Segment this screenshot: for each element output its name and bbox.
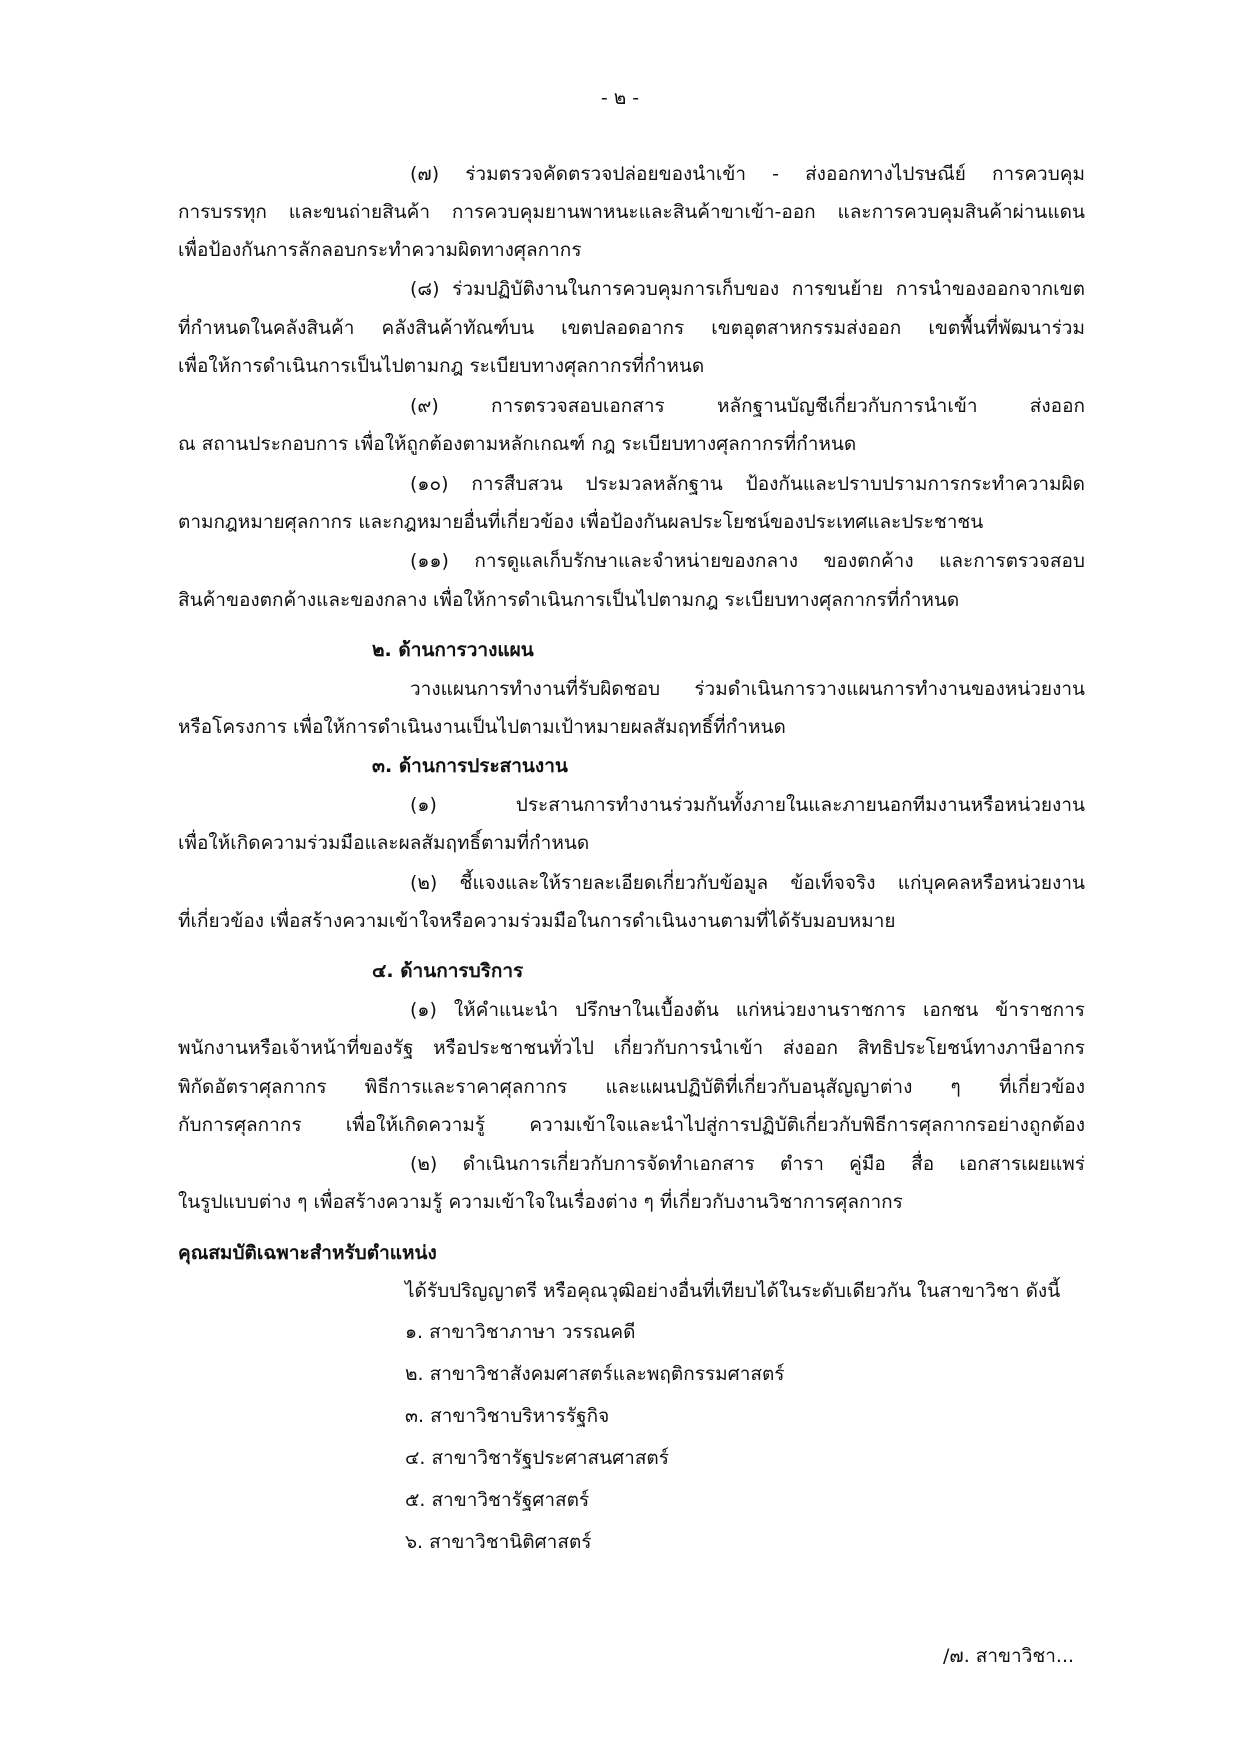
section-4-item-1-line-2: พนักงานหรือเจ้าหน้าที่ของรัฐ หรือประชาชนทั่วไป เกี่ยวกับการนำเข้า ส่งออก สิทธิประโยชน์ทางภาษีอากร (178, 1037, 1085, 1059)
section-2-line-1: วางแผนการทำงานที่รับผิดชอบ ร่วมดำเนินการวางแผนการทำงานของหน่วยงาน (410, 678, 1085, 700)
item-7-line-3: เพื่อป้องกันการลักลอบกระทำความผิดทางศุลกากร (178, 239, 582, 261)
item-11-line-1: (๑๑) การดูแลเก็บรักษาและจำหน่ายของกลาง ของตกค้าง และการตรวจสอบ (410, 550, 1085, 572)
section-3-heading: ๓. ด้านการประสานงาน (372, 755, 568, 777)
qualifications-heading: คุณสมบัติเฉพาะสำหรับตำแหน่ง (178, 1242, 437, 1264)
section-3-item-2-line-2: ที่เกี่ยวข้อง เพื่อสร้างความเข้าใจหรือความร่วมมือในการดำเนินงานตามที่ได้รับมอบหมาย (178, 910, 896, 932)
section-4-item-1-line-3: พิกัดอัตราศุลกากร พิธีการและราคาศุลกากร และแผนปฏิบัติที่เกี่ยวกับอนุสัญญาต่าง ๆ ที่เกี่ยวข้อง (178, 1076, 1085, 1098)
qualification-field: ๓. สาขาวิชาบริหารรัฐกิจ (405, 1405, 610, 1427)
section-2-line-2: หรือโครงการ เพื่อให้การดำเนินงานเป็นไปตามเป้าหมายผลสัมฤทธิ์ที่กำหนด (178, 716, 786, 738)
item-7-line-2: การบรรทุก และขนถ่ายสินค้า การควบคุมยานพาหนะและสินค้าขาเข้า-ออก และการควบคุมสินค้าผ่านแดน (178, 201, 1085, 223)
item-8-line-3: เพื่อให้การดำเนินการเป็นไปตามกฎ ระเบียบทางศุลกากรที่กำหนด (178, 355, 705, 377)
section-4-item-1-line-4: กับการศุลกากร เพื่อให้เกิดความรู้ ความเข้าใจและนำไปสู่การปฏิบัติเกี่ยวกับพิธีการศุลกากรอย่างถูกต้อง (178, 1114, 1085, 1136)
section-3-item-2-line-1: (๒) ชี้แจงและให้รายละเอียดเกี่ยวกับข้อมูล ข้อเท็จจริง แก่บุคคลหรือหน่วยงาน (410, 872, 1085, 894)
item-9-line-1: (๙) การตรวจสอบเอกสาร หลักฐานบัญชีเกี่ยวกับการนำเข้า ส่งออก (410, 395, 1085, 417)
qualifications-intro: ได้รับปริญญาตรี หรือคุณวุฒิอย่างอื่นที่เทียบได้ในระดับเดียวกัน ในสาขาวิชา ดังนี้ (405, 1280, 1061, 1302)
item-8-line-2: ที่กำหนดในคลังสินค้า คลังสินค้าทัณฑ์บน เขตปลอดอากร เขตอุตสาหกรรมส่งออก เขตพื้นที่พัฒนาร่วม (178, 317, 1085, 339)
section-4-heading: ๔. ด้านการบริการ (372, 960, 524, 982)
section-4-item-2-line-1: (๒) ดำเนินการเกี่ยวกับการจัดทำเอกสาร ตำรา คู่มือ สื่อ เอกสารเผยแพร่ (410, 1153, 1085, 1175)
section-4-item-2-line-2: ในรูปแบบต่าง ๆ เพื่อสร้างความรู้ ความเข้าใจในเรื่องต่าง ๆ ที่เกี่ยวกับงานวิชาการศุลกากร (178, 1191, 903, 1213)
item-7-line-1: (๗) ร่วมตรวจคัดตรวจปล่อยของนำเข้า - ส่งออกทางไปรษณีย์ การควบคุม (410, 163, 1085, 185)
item-11-line-2: สินค้าของตกค้างและของกลาง เพื่อให้การดำเนินการเป็นไปตามกฎ ระเบียบทางศุลกากรที่กำหนด (178, 589, 960, 611)
qualification-field: ๕. สาขาวิชารัฐศาสตร์ (405, 1489, 590, 1511)
continuation-marker: /๗. สาขาวิชา... (943, 1645, 1075, 1667)
qualification-field: ๑. สาขาวิชาภาษา วรรณคดี (405, 1321, 636, 1343)
item-10-line-1: (๑๐) การสืบสวน ประมวลหลักฐาน ป้องกันและปราบปรามการกระทำความผิด (410, 473, 1085, 495)
item-10-line-2: ตามกฎหมายศุลกากร และกฎหมายอื่นที่เกี่ยวข้อง เพื่อป้องกันผลประโยชน์ของประเทศและประชาชน (178, 511, 984, 533)
item-9-line-2: ณ สถานประกอบการ เพื่อให้ถูกต้องตามหลักเกณฑ์ กฎ ระเบียบทางศุลกากรที่กำหนด (178, 433, 857, 455)
section-3-item-1-line-1: (๑) ประสานการทำงานร่วมกันทั้งภายในและภายนอกทีมงานหรือหน่วยงาน (410, 794, 1085, 816)
qualification-field: ๖. สาขาวิชานิติศาสตร์ (405, 1531, 592, 1553)
section-2-heading: ๒. ด้านการวางแผน (372, 639, 534, 661)
page-number: - ๒ - (600, 87, 640, 109)
qualification-field: ๔. สาขาวิชารัฐประศาสนศาสตร์ (405, 1447, 669, 1469)
section-4-item-1-line-1: (๑) ให้คำแนะนำ ปรึกษาในเบื้องต้น แก่หน่วยงานราชการ เอกชน ข้าราชการ (410, 999, 1085, 1021)
item-8-line-1: (๘) ร่วมปฏิบัติงานในการควบคุมการเก็บของ การขนย้าย การนำของออกจากเขต (410, 278, 1085, 300)
section-3-item-1-line-2: เพื่อให้เกิดความร่วมมือและผลสัมฤทธิ์ตามที่กำหนด (178, 832, 590, 854)
qualification-field: ๒. สาขาวิชาสังคมศาสตร์และพฤติกรรมศาสตร์ (405, 1363, 785, 1385)
